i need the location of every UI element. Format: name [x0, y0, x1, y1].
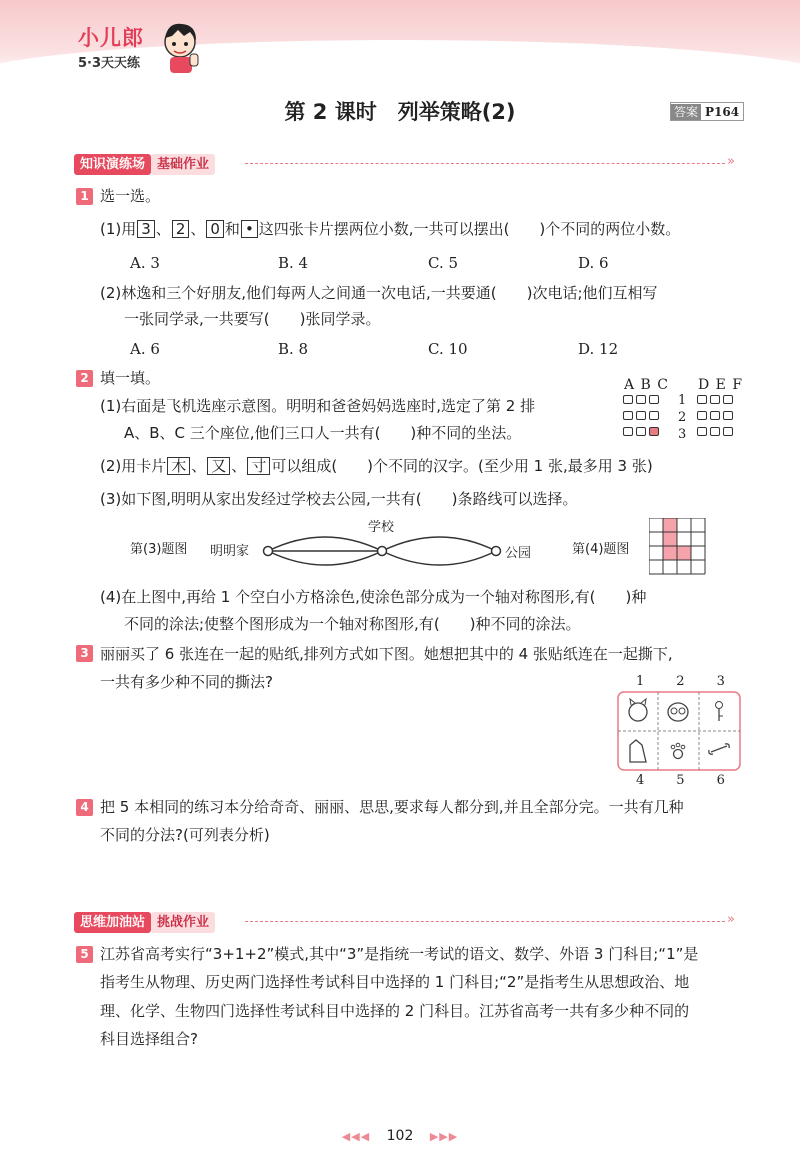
seat-occupied [649, 427, 659, 436]
sticker-label: 3 [716, 674, 725, 689]
page-title: 第 2 课时 列举策略(2) [284, 100, 516, 124]
section-divider [245, 163, 725, 164]
seat-labels-right: D E F [698, 377, 744, 393]
section-arrow-icon: » [727, 912, 735, 927]
q5-line4: 科目选择组合? [100, 1030, 198, 1048]
question-number: 1 [76, 188, 93, 205]
q1-part1-tail: 这四张卡片摆两位小数,一共可以摆出( )个不同的两位小数。 [258, 220, 681, 238]
symmetry-grid [649, 518, 709, 578]
shaded-cell [663, 518, 677, 532]
q2-part2-lead: (2)用卡片 [100, 457, 167, 475]
seat [636, 395, 646, 404]
sticker-label: 1 [636, 674, 645, 689]
card-dot: • [241, 220, 258, 238]
route-path [382, 537, 496, 551]
card-2: 2 [172, 220, 190, 238]
q2-part1-line1: (1)右面是飞机选座示意图。明明和爸爸妈妈选座时,选定了第 2 排 [100, 397, 536, 415]
q1-part1-lead: (1)用 [100, 220, 137, 238]
card-mu: 木 [167, 457, 190, 475]
section-label: 挑战作业 [151, 912, 215, 933]
card-cun: 寸 [247, 457, 270, 475]
q5-line1: 江苏省高考实行“3+1+2”模式,其中“3”是指统一考试的语文、数学、外语 3 门科目;“1”是 [100, 945, 699, 963]
seat [623, 411, 633, 420]
row-labels [678, 392, 686, 443]
seat [636, 411, 646, 420]
question-number: 3 [76, 645, 93, 662]
conjunction: 和 [224, 220, 240, 238]
option-b: B. 4 [278, 254, 309, 272]
seat [723, 427, 733, 436]
seat [649, 411, 659, 420]
row-label: 1 [678, 393, 687, 408]
route-diagram [260, 525, 510, 580]
fig3-home-label: 明明家 [210, 544, 250, 559]
question-number: 2 [76, 370, 93, 387]
fig4-caption: 第(4)题图 [572, 542, 630, 557]
section-challenge [74, 911, 215, 930]
shaded-cell [663, 546, 677, 560]
home-node [264, 547, 273, 556]
sticker-bottom-labels [636, 773, 725, 788]
seat [623, 427, 633, 436]
q2-part1-line2: A、B、C 三个座位,他们三口人一共有( )种不同的坐法。 [124, 424, 522, 442]
sticker-label: 5 [676, 773, 685, 788]
answer-label: 答案 [671, 104, 701, 120]
separator: 、 [191, 457, 207, 475]
option-a: A. 3 [130, 254, 160, 272]
question-number: 5 [76, 946, 93, 963]
section-label: 基础作业 [151, 154, 215, 175]
option-c: C. 5 [428, 254, 459, 272]
question-number: 4 [76, 799, 93, 816]
option-a: A. 6 [130, 340, 160, 358]
q5-line3: 理、化学、生物四门选择性考试科目中选择的 2 门科目。江苏省高考一共有多少种不同的 [100, 1002, 690, 1020]
shaded-cell [663, 532, 677, 546]
q3-line1: 丽丽买了 6 张连在一起的贴纸,排列方式如下图。她想把其中的 4 张贴纸连在一起撕下, [100, 645, 673, 663]
seat [723, 411, 733, 420]
q1-part2-line1: (2)林逸和三个好朋友,他们每两人之间通一次电话,一共要通( )次电话;他们互相写 [100, 284, 658, 302]
card-0: 0 [206, 220, 224, 238]
seat [623, 395, 633, 404]
seat [710, 395, 720, 404]
brand-subtitle: 5·3天天练 [78, 56, 141, 71]
sticker-top-labels [636, 674, 725, 689]
sticker-label: 4 [636, 773, 645, 788]
shaded-cell [677, 546, 691, 560]
q2-part4-line2: 不同的涂法;使整个图形成为一个轴对称图形,有( )种不同的涂法。 [124, 615, 581, 633]
seat [710, 411, 720, 420]
seat [723, 395, 733, 404]
section-basic [74, 153, 215, 172]
q2-part3: (3)如下图,明明从家出发经过学校去公园,一共有( )条路线可以选择。 [100, 490, 578, 508]
answer-ref [670, 102, 744, 121]
fig3-caption: 第(3)题图 [130, 542, 188, 557]
page-footer [0, 1128, 800, 1144]
school-node [378, 547, 387, 556]
option-d: D. 12 [578, 340, 619, 358]
option-d: D. 6 [578, 254, 609, 272]
section-tag: 思维加油站 [74, 912, 151, 933]
seat-grid-left [623, 395, 659, 436]
answer-page: P164 [705, 105, 740, 119]
next-arrows-icon: ▶▶▶ [429, 1130, 459, 1143]
q2-part2 [100, 456, 653, 476]
section-divider [245, 921, 725, 922]
q2-part2-tail: 可以组成( )个不同的汉字。(至少用 1 张,最多用 3 张) [271, 457, 653, 475]
seat-grid-right [697, 395, 733, 436]
seat [697, 411, 707, 420]
fig3-park-label: 公园 [505, 546, 532, 561]
sticker-sheet [616, 690, 744, 774]
q1-part2-line2: 一张同学录,一共要写( )张同学录。 [124, 310, 381, 328]
row-label: 3 [678, 427, 687, 442]
q2-part4-line1: (4)在上图中,再给 1 个空白小方格涂色,使涂色部分成为一个轴对称图形,有( )种 [100, 588, 647, 606]
card-you: 又 [207, 457, 230, 475]
section-arrow-icon: » [727, 154, 735, 169]
row-label: 2 [678, 410, 687, 425]
card-3: 3 [137, 220, 155, 238]
brand-name: 小儿郎 [78, 26, 144, 50]
seat [697, 395, 707, 404]
park-node [492, 547, 501, 556]
seat [636, 427, 646, 436]
seat [697, 427, 707, 436]
section-tag: 知识演练场 [74, 154, 151, 175]
separator: 、 [231, 457, 247, 475]
question-stem: 选一选。 [100, 187, 161, 205]
separator: 、 [190, 220, 206, 238]
seat [649, 395, 659, 404]
route-path [382, 551, 496, 565]
fig3-school-label: 学校 [368, 520, 395, 535]
option-c: C. 10 [428, 340, 468, 358]
prev-arrows-icon: ◀◀◀ [341, 1130, 371, 1143]
seat-labels-left: A B C [624, 377, 670, 393]
q4-line1: 把 5 本相同的练习本分给奇奇、丽丽、思思,要求每人都分到,并且全部分完。一共有几种 [100, 798, 684, 816]
q5-line2: 指考生从物理、历史两门选择性考试科目中选择的 1 门科目;“2”是指考生从思想政治、地 [100, 973, 690, 991]
q1-part1 [100, 219, 680, 239]
sticker-label: 6 [716, 773, 725, 788]
route-path [268, 551, 382, 565]
question-stem: 填一填。 [100, 369, 161, 387]
page-number: 102 [386, 1128, 414, 1144]
q3-line2: 一共有多少种不同的撕法? [100, 673, 273, 691]
sticker-label: 2 [676, 674, 685, 689]
route-path [268, 537, 382, 551]
mascot-icon [160, 20, 204, 78]
separator: 、 [155, 220, 171, 238]
q4-line2: 不同的分法?(可列表分析) [100, 826, 270, 844]
option-b: B. 8 [278, 340, 309, 358]
seat [710, 427, 720, 436]
